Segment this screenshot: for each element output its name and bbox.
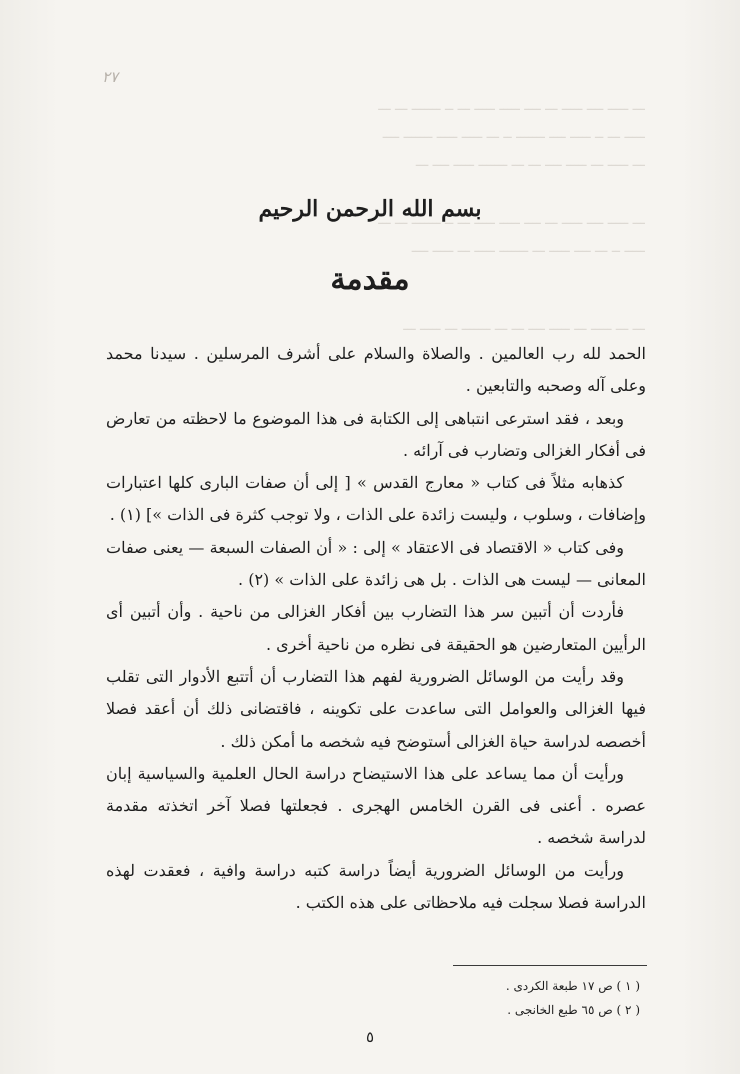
- paragraph: وقد رأيت من الوسائل الضرورية لفهم هذا التضارب أن أتتبع الأدوار التى تقلب فيها الغزالى والعوامل التى ساعدت على تكوينه ، فاقتضانى ذلك أن أعقد فصلا أخصصه لدراسة حياة الغزالى أستوضح فيه شخصه ما أمكن ذلك .: [106, 666, 646, 751]
- basmala-heading: بسم الله الرحمن الرحيم: [258, 196, 482, 222]
- paragraph: وبعد ، فقد استرعى انتباهى إلى الكتابة فى هذا الموضوع ما لاحظته من تعارض فى أفكار الغزالى وتضارب فى آرائه .: [106, 408, 646, 460]
- bleed-through-line: ـــ ـــــ ـــ ـــــــ ـــ ـــ ــــ ـــــ ـــ ـــــ ـــ ـــ: [403, 318, 645, 334]
- paragraph: الحمد لله رب العالمين . والصلاة والسلام على أشرف المرسلين . سيدنا محمد وعلى آله وصحبه والتابعين .: [106, 344, 646, 396]
- paragraph: ورأيت أن مما يساعد على هذا الاستيضاح دراسة الحال العلمية والسياسية إبان عصره . أعنى فى القرن الخامس الهجرى . فجعلتها فصلا آخر اتخذته مقدمة لدراسة شخصه .: [106, 763, 646, 848]
- footnote-divider: [453, 965, 647, 966]
- bleed-through-line: ــــ ـــــــ ـــــ ـــــ ـــ ــ ـــــــ ــــ ـــــ ــ ـــ ـــــ: [382, 126, 645, 142]
- page-number: ٥: [365, 1028, 375, 1046]
- handwritten-page-mark: ٢٧: [102, 68, 119, 86]
- footnote: ( ١ ) ص ١٧ طبعة الكردى .: [505, 979, 640, 993]
- bleed-through-line: ـــ ـــ ـــــــ ــ ـــ ـــــ ـــــ ــــ ـــ ـــــ ــــ ـــــ ـــ: [378, 212, 645, 228]
- bleed-through-line: ـــ ــــ ـــــ ـــــــ ـــ ـــ ــــ ـــــ ـــ ـــــ ـــ: [415, 154, 645, 170]
- body-text: [106, 338, 646, 919]
- paragraph: ورأيت من الوسائل الضرورية أيضاً دراسة كتبه دراسة وافية ، فعقدت لهذه الدراسة فصلا سجلت فيه ملاحظاتى على هذه الكتب .: [106, 860, 646, 913]
- bleed-through-line: ــــ ـــــ ـــ ـــــ ـــــــ ـــ ـــــ ــــ ـــ ــ ـــــ: [411, 240, 645, 256]
- bleed-through-line: ـــ ـــ ـــــــ ــ ـــ ـــــ ـــــ ــــ ـــ ـــــ ــــ ـــــ ـــ: [378, 98, 645, 114]
- footnote: ( ٢ ) ص ٦٥ طبع الخانجى .: [507, 1003, 640, 1017]
- paragraph: فأردت أن أتبين سر هذا التضارب بين أفكار الغزالى من ناحية . وأن أتبين أى الرأيين المتعارضين هو الحقيقة فى نظره من ناحية أخرى .: [106, 602, 646, 654]
- footnotes: [400, 974, 640, 1022]
- paragraph: كذهابه مثلاً فى كتاب « معارج القدس » [ إلى أن صفات البارى كلها اعتبارات وإضافات ، وسلوب ، وليست زائدة على الذات ، ولا توجب كثرة فى الذات »] (١) .: [106, 473, 646, 525]
- section-title: مقدمة: [330, 262, 410, 297]
- paragraph: وفى كتاب « الاقتصاد فى الاعتقاد » إلى : « أن الصفات السبعة — يعنى صفات المعانى — ليست هى الذات . بل هى زائدة على الذات » (٢) .: [106, 537, 646, 590]
